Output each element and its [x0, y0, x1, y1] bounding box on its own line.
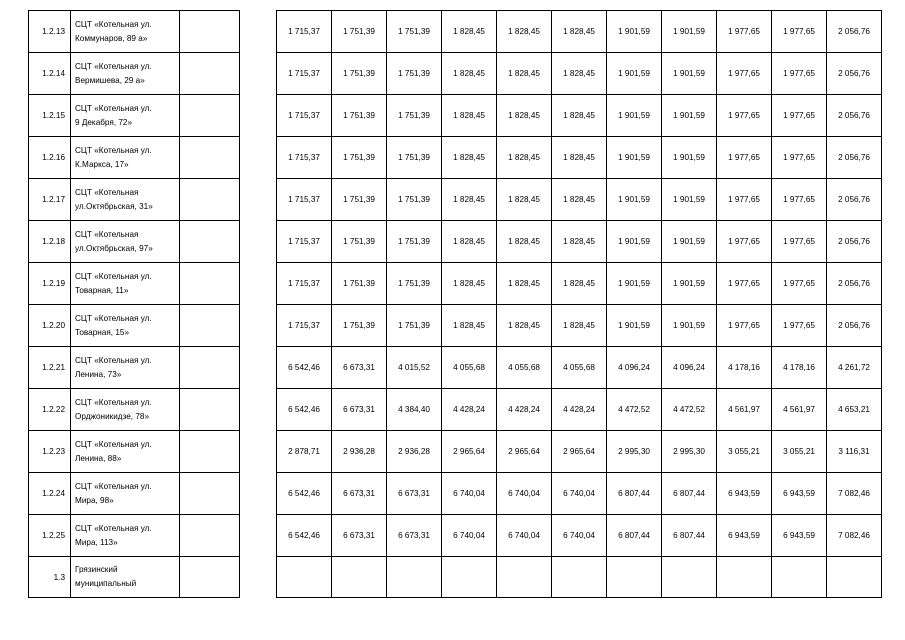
table-row [29, 95, 882, 137]
value-cell: 4 428,24 [442, 389, 497, 431]
table-row [29, 179, 882, 221]
value-cell: 1 715,37 [277, 11, 332, 53]
table-row [29, 263, 882, 305]
value-cell: 1 828,45 [497, 53, 552, 95]
row-number: 1.2.21 [29, 347, 71, 389]
value-cell: 1 977,65 [717, 11, 772, 53]
value-cell: 1 901,59 [662, 137, 717, 179]
value-cell: 1 751,39 [332, 179, 387, 221]
value-cell: 1 977,65 [772, 53, 827, 95]
value-cell: 1 977,65 [717, 137, 772, 179]
value-cell: 1 751,39 [332, 137, 387, 179]
value-cell [607, 557, 662, 598]
gap-cell [240, 557, 277, 598]
value-cell: 1 828,45 [442, 95, 497, 137]
value-cell: 2 056,76 [827, 179, 882, 221]
value-cell: 1 977,65 [772, 263, 827, 305]
value-cell: 6 943,59 [772, 515, 827, 557]
value-cell: 6 943,59 [772, 473, 827, 515]
gap-cell [240, 263, 277, 305]
value-cell: 1 751,39 [387, 305, 442, 347]
row-number: 1.2.16 [29, 137, 71, 179]
value-cell: 4 055,68 [442, 347, 497, 389]
value-cell: 1 751,39 [332, 53, 387, 95]
empty-cell [180, 179, 240, 221]
value-cell: 1 751,39 [387, 263, 442, 305]
value-cell: 1 901,59 [607, 263, 662, 305]
gap-cell [240, 431, 277, 473]
value-cell: 1 828,45 [497, 137, 552, 179]
value-cell: 4 561,97 [772, 389, 827, 431]
value-cell: 1 751,39 [332, 263, 387, 305]
value-cell: 6 807,44 [607, 515, 662, 557]
value-cell: 2 056,76 [827, 137, 882, 179]
value-cell: 1 901,59 [607, 53, 662, 95]
row-number: 1.2.24 [29, 473, 71, 515]
value-cell: 1 901,59 [662, 179, 717, 221]
value-cell: 2 995,30 [607, 431, 662, 473]
row-number: 1.2.18 [29, 221, 71, 263]
value-cell [387, 557, 442, 598]
value-cell: 1 751,39 [332, 305, 387, 347]
row-name: СЦТ «Котельная ул. Вермишева, 29 а» [71, 53, 180, 95]
value-cell: 3 055,21 [717, 431, 772, 473]
value-cell: 1 977,65 [772, 95, 827, 137]
tariff-table-page [28, 10, 882, 598]
row-number: 1.2.17 [29, 179, 71, 221]
value-cell: 7 082,46 [827, 515, 882, 557]
table-body [29, 11, 882, 598]
value-cell: 1 828,45 [442, 221, 497, 263]
value-cell: 6 740,04 [552, 473, 607, 515]
gap-cell [240, 347, 277, 389]
value-cell: 6 542,46 [277, 347, 332, 389]
row-name: СЦТ «Котельная ул. Ленина, 73» [71, 347, 180, 389]
value-cell: 1 751,39 [387, 11, 442, 53]
value-cell: 1 828,45 [552, 11, 607, 53]
empty-cell [180, 431, 240, 473]
value-cell: 4 096,24 [607, 347, 662, 389]
value-cell: 1 901,59 [607, 221, 662, 263]
value-cell: 6 673,31 [332, 347, 387, 389]
value-cell: 6 673,31 [332, 389, 387, 431]
gap-cell [240, 179, 277, 221]
value-cell: 1 977,65 [717, 221, 772, 263]
value-cell: 1 828,45 [442, 11, 497, 53]
row-number: 1.2.14 [29, 53, 71, 95]
value-cell: 1 977,65 [772, 11, 827, 53]
empty-cell [180, 305, 240, 347]
value-cell: 1 828,45 [442, 137, 497, 179]
value-cell: 4 055,68 [497, 347, 552, 389]
value-cell: 1 828,45 [497, 263, 552, 305]
row-name: СЦТ «Котельная ул. Товарная, 11» [71, 263, 180, 305]
tariff-table [28, 10, 882, 598]
value-cell: 4 261,72 [827, 347, 882, 389]
row-number: 1.3 [29, 557, 71, 598]
value-cell: 4 096,24 [662, 347, 717, 389]
value-cell: 6 807,44 [607, 473, 662, 515]
value-cell: 1 828,45 [552, 179, 607, 221]
value-cell: 1 828,45 [552, 221, 607, 263]
value-cell [332, 557, 387, 598]
value-cell [772, 557, 827, 598]
value-cell [827, 557, 882, 598]
value-cell: 6 673,31 [332, 515, 387, 557]
value-cell: 2 965,64 [497, 431, 552, 473]
value-cell: 2 965,64 [552, 431, 607, 473]
table-row [29, 221, 882, 263]
value-cell: 1 828,45 [497, 95, 552, 137]
value-cell: 6 740,04 [442, 515, 497, 557]
value-cell: 1 751,39 [387, 95, 442, 137]
value-cell: 1 828,45 [552, 95, 607, 137]
table-row [29, 305, 882, 347]
value-cell: 4 055,68 [552, 347, 607, 389]
row-name: СЦТ «Котельная ул. 9 Декабря, 72» [71, 95, 180, 137]
value-cell: 1 901,59 [607, 137, 662, 179]
row-name: Грязинский муниципальный [71, 557, 180, 598]
empty-cell [180, 389, 240, 431]
value-cell: 2 878,71 [277, 431, 332, 473]
value-cell: 1 751,39 [387, 179, 442, 221]
value-cell: 1 828,45 [552, 53, 607, 95]
value-cell: 1 977,65 [772, 221, 827, 263]
row-name: СЦТ «Котельная ул. К.Маркса, 17» [71, 137, 180, 179]
value-cell: 1 828,45 [442, 53, 497, 95]
value-cell: 2 056,76 [827, 305, 882, 347]
gap-cell [240, 11, 277, 53]
value-cell: 2 056,76 [827, 11, 882, 53]
value-cell: 6 673,31 [332, 473, 387, 515]
table-row [29, 389, 882, 431]
value-cell: 1 828,45 [442, 263, 497, 305]
value-cell: 1 901,59 [662, 53, 717, 95]
row-name: СЦТ «Котельная ул. Ленина, 88» [71, 431, 180, 473]
empty-cell [180, 557, 240, 598]
table-row [29, 515, 882, 557]
row-number: 1.2.13 [29, 11, 71, 53]
value-cell: 1 901,59 [662, 263, 717, 305]
value-cell: 4 178,16 [717, 347, 772, 389]
value-cell: 1 828,45 [552, 137, 607, 179]
gap-cell [240, 389, 277, 431]
value-cell: 4 653,21 [827, 389, 882, 431]
row-number: 1.2.20 [29, 305, 71, 347]
value-cell: 6 673,31 [387, 473, 442, 515]
value-cell: 4 384,40 [387, 389, 442, 431]
row-name: СЦТ «Котельная ул.Октябрьская, 31» [71, 179, 180, 221]
value-cell: 2 965,64 [442, 431, 497, 473]
value-cell: 1 901,59 [607, 305, 662, 347]
value-cell: 2 936,28 [387, 431, 442, 473]
value-cell: 1 828,45 [552, 305, 607, 347]
value-cell: 1 715,37 [277, 137, 332, 179]
row-name: СЦТ «Котельная ул. Орджоникидзе, 78» [71, 389, 180, 431]
row-name: СЦТ «Котельная ул.Октябрьская, 97» [71, 221, 180, 263]
value-cell: 1 828,45 [442, 179, 497, 221]
value-cell: 1 901,59 [607, 95, 662, 137]
gap-cell [240, 221, 277, 263]
row-name: СЦТ «Котельная ул. Мира, 113» [71, 515, 180, 557]
value-cell: 6 740,04 [497, 473, 552, 515]
value-cell [442, 557, 497, 598]
value-cell: 2 056,76 [827, 221, 882, 263]
value-cell: 1 977,65 [772, 137, 827, 179]
value-cell: 1 751,39 [387, 137, 442, 179]
gap-cell [240, 515, 277, 557]
table-row [29, 53, 882, 95]
value-cell: 2 056,76 [827, 53, 882, 95]
value-cell: 1 715,37 [277, 305, 332, 347]
value-cell: 1 901,59 [662, 11, 717, 53]
table-row [29, 347, 882, 389]
value-cell: 6 542,46 [277, 389, 332, 431]
value-cell: 1 901,59 [662, 95, 717, 137]
gap-cell [240, 473, 277, 515]
value-cell: 1 901,59 [662, 305, 717, 347]
empty-cell [180, 53, 240, 95]
value-cell: 7 082,46 [827, 473, 882, 515]
row-name: СЦТ «Котельная ул. Мира, 98» [71, 473, 180, 515]
value-cell: 1 715,37 [277, 263, 332, 305]
value-cell: 2 995,30 [662, 431, 717, 473]
value-cell: 1 751,39 [387, 53, 442, 95]
value-cell: 4 428,24 [497, 389, 552, 431]
row-number: 1.2.19 [29, 263, 71, 305]
gap-cell [240, 95, 277, 137]
value-cell: 4 178,16 [772, 347, 827, 389]
value-cell: 1 828,45 [497, 305, 552, 347]
value-cell: 2 056,76 [827, 263, 882, 305]
table-row [29, 557, 882, 598]
value-cell: 6 807,44 [662, 515, 717, 557]
value-cell [497, 557, 552, 598]
table-row [29, 137, 882, 179]
row-number: 1.2.25 [29, 515, 71, 557]
value-cell: 6 673,31 [387, 515, 442, 557]
value-cell: 1 751,39 [332, 221, 387, 263]
gap-cell [240, 137, 277, 179]
value-cell: 1 977,65 [717, 179, 772, 221]
empty-cell [180, 515, 240, 557]
value-cell: 1 828,45 [442, 305, 497, 347]
row-number: 1.2.22 [29, 389, 71, 431]
value-cell: 4 428,24 [552, 389, 607, 431]
row-number: 1.2.23 [29, 431, 71, 473]
value-cell: 4 561,97 [717, 389, 772, 431]
value-cell: 1 715,37 [277, 221, 332, 263]
value-cell: 1 977,65 [772, 179, 827, 221]
value-cell: 1 977,65 [717, 95, 772, 137]
value-cell: 1 828,45 [497, 179, 552, 221]
value-cell: 4 472,52 [607, 389, 662, 431]
value-cell: 4 472,52 [662, 389, 717, 431]
value-cell: 1 828,45 [497, 221, 552, 263]
empty-cell [180, 473, 240, 515]
table-row [29, 11, 882, 53]
value-cell: 1 901,59 [607, 179, 662, 221]
gap-cell [240, 305, 277, 347]
value-cell: 1 901,59 [662, 221, 717, 263]
value-cell: 6 740,04 [497, 515, 552, 557]
value-cell: 1 977,65 [772, 305, 827, 347]
value-cell [662, 557, 717, 598]
value-cell: 1 828,45 [552, 263, 607, 305]
value-cell: 1 901,59 [607, 11, 662, 53]
value-cell: 6 807,44 [662, 473, 717, 515]
value-cell: 6 943,59 [717, 515, 772, 557]
row-number: 1.2.15 [29, 95, 71, 137]
empty-cell [180, 137, 240, 179]
value-cell: 3 116,31 [827, 431, 882, 473]
value-cell: 1 828,45 [497, 11, 552, 53]
value-cell: 1 977,65 [717, 53, 772, 95]
value-cell: 6 740,04 [442, 473, 497, 515]
value-cell: 6 542,46 [277, 473, 332, 515]
value-cell: 6 740,04 [552, 515, 607, 557]
empty-cell [180, 263, 240, 305]
value-cell: 2 936,28 [332, 431, 387, 473]
value-cell: 1 751,39 [332, 95, 387, 137]
value-cell: 3 055,21 [772, 431, 827, 473]
value-cell: 4 015,52 [387, 347, 442, 389]
gap-cell [240, 53, 277, 95]
value-cell: 1 715,37 [277, 179, 332, 221]
empty-cell [180, 95, 240, 137]
value-cell: 1 751,39 [387, 221, 442, 263]
value-cell: 1 715,37 [277, 53, 332, 95]
row-name: СЦТ «Котельная ул. Коммунаров, 89 а» [71, 11, 180, 53]
value-cell: 6 542,46 [277, 515, 332, 557]
value-cell [552, 557, 607, 598]
value-cell: 2 056,76 [827, 95, 882, 137]
value-cell: 1 715,37 [277, 95, 332, 137]
empty-cell [180, 221, 240, 263]
value-cell: 6 943,59 [717, 473, 772, 515]
value-cell: 1 751,39 [332, 11, 387, 53]
value-cell: 1 977,65 [717, 305, 772, 347]
value-cell [277, 557, 332, 598]
empty-cell [180, 347, 240, 389]
row-name: СЦТ «Котельная ул. Товарная, 15» [71, 305, 180, 347]
table-row [29, 473, 882, 515]
value-cell: 1 977,65 [717, 263, 772, 305]
table-row [29, 431, 882, 473]
value-cell [717, 557, 772, 598]
empty-cell [180, 11, 240, 53]
